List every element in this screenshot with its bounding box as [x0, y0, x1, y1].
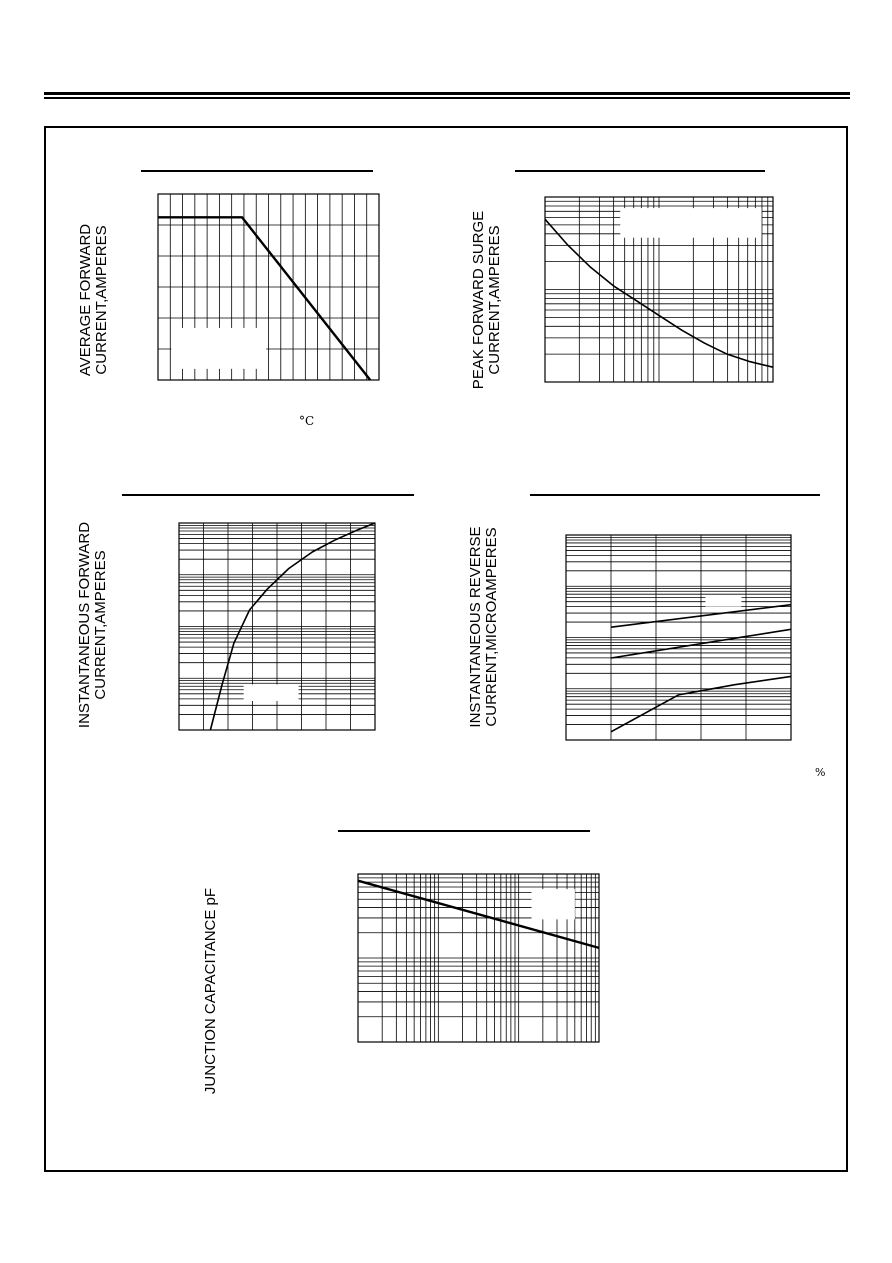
fig5-y-axis-label: JUNCTION CAPACITANCE pF	[202, 887, 219, 1095]
fig5-plot	[357, 873, 600, 1043]
fig2-plot	[544, 196, 774, 383]
fig2-y-axis-label: PEAK FORWARD SURGE CURRENT,AMPERES	[470, 210, 503, 390]
fig4-legend-box	[706, 597, 742, 607]
header-rule-thick	[44, 92, 850, 95]
fig1-plot	[157, 193, 380, 381]
fig4-plot	[565, 534, 792, 741]
fig1-title-rule	[141, 170, 373, 172]
fig3-y-axis-label: INSTANTANEOUS FORWARD CURRENT,AMPERES	[76, 521, 109, 729]
fig4-percent-unit: %	[815, 766, 826, 779]
fig2-title-rule	[515, 170, 765, 172]
fig5-title-rule	[338, 830, 590, 832]
fig1-y-axis-label: AVERAGE FORWARD CURRENT,AMPERES	[77, 223, 110, 377]
fig3-title-rule	[122, 494, 414, 496]
fig4-y-axis-label: INSTANTANEOUS REVERSE CURRENT,MICROAMPERES	[467, 526, 500, 728]
fig3-plot	[178, 522, 376, 731]
fig2-legend-box	[620, 208, 761, 238]
fig1-legend-box	[171, 328, 266, 369]
header-rule-thin	[44, 97, 850, 99]
fig5-legend-box	[532, 889, 575, 919]
fig4-title-rule	[530, 494, 820, 496]
fig3-legend-box	[244, 684, 299, 701]
fig1-temperature-unit: °C	[299, 414, 315, 428]
